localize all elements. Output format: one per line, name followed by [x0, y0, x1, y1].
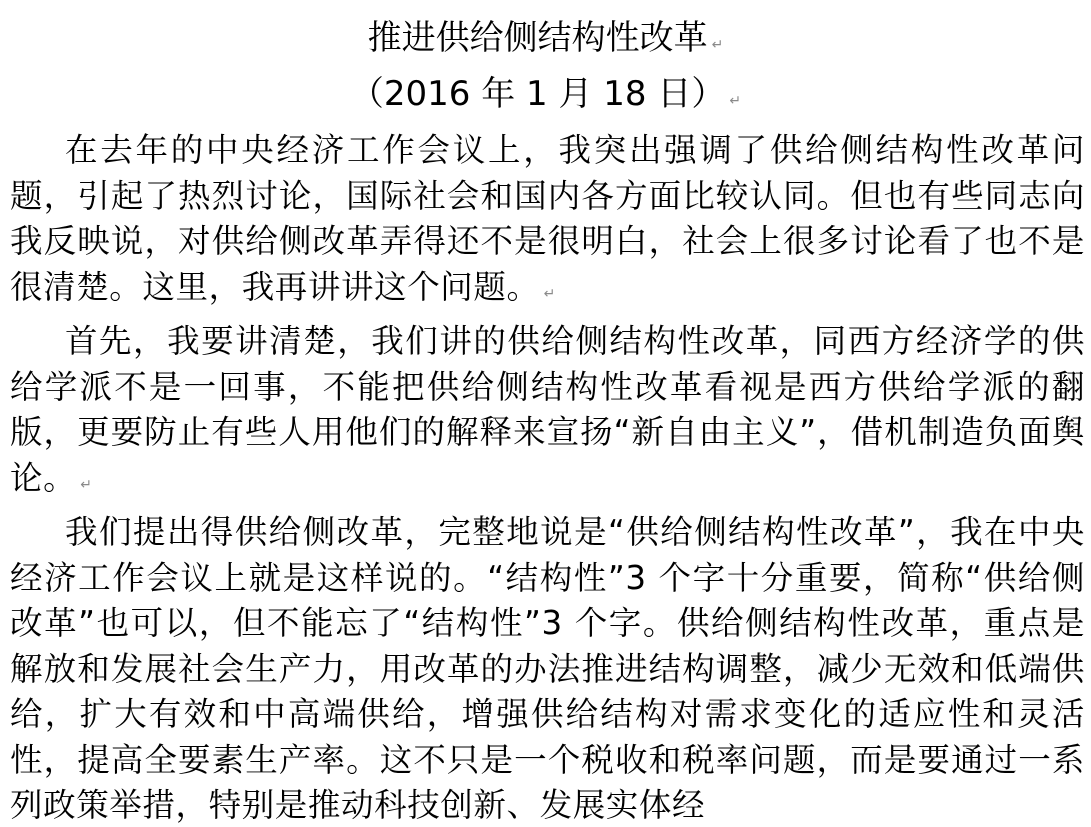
title-text: 推进供给侧结构性改革 — [367, 18, 708, 58]
paragraph-3 — [10, 510, 1085, 827]
paragraph-mark-icon: ↵ — [543, 285, 556, 302]
paragraph-text: 我们提出得供给侧改革，完整地说是“供给侧结构性改革”，我在中央经济工作会议上就是这样说的。“结构性”3 个字十分重要，简称“供给侧改革”也可以，但不能忘了“结构性”3 个字。供给侧结构性改革，重点是解放和发展社会生产力，用改革的办法推进结构调整，减少无效和低端供给，扩大有效和中高端供给，增强供给结构对需求变化的适应性和灵活性，提高全要素生产率。这不只是一个税收和税率问题，而是要通过一系列政策举措，特别是推动科技创新、发展实体经 — [10, 513, 1085, 824]
paragraph-mark-icon: ↵ — [80, 476, 93, 493]
paragraph-text: 首先，我要讲清楚，我们讲的供给侧结构性改革，同西方经济学的供给学派不是一回事，不能把供给侧结构性改革看视是西方供给学派的翻版，更要防止有些人用他们的解释来宣扬“新自由主义”，借机制造负面舆论。 — [10, 322, 1085, 497]
paragraph-1 — [10, 128, 1085, 317]
date-text: （2016 年 1 月 18 日） — [349, 74, 726, 114]
paragraph-text: 在去年的中央经济工作会议上，我突出强调了供给侧结构性改革问题，引起了热烈讨论，国际社会和国内各方面比较认同。但也有些同志向我反映说，对供给侧改革弄得还不是很明白，社会上很多讨论看了也不是很清楚。这里，我再讲讲这个问题。 — [10, 131, 1085, 306]
document-title — [0, 18, 1091, 65]
document-date — [0, 74, 1091, 121]
paragraph-mark-icon: ↵ — [711, 37, 724, 53]
paragraph-mark-icon: ↵ — [729, 93, 742, 109]
paragraph-2 — [10, 319, 1085, 508]
